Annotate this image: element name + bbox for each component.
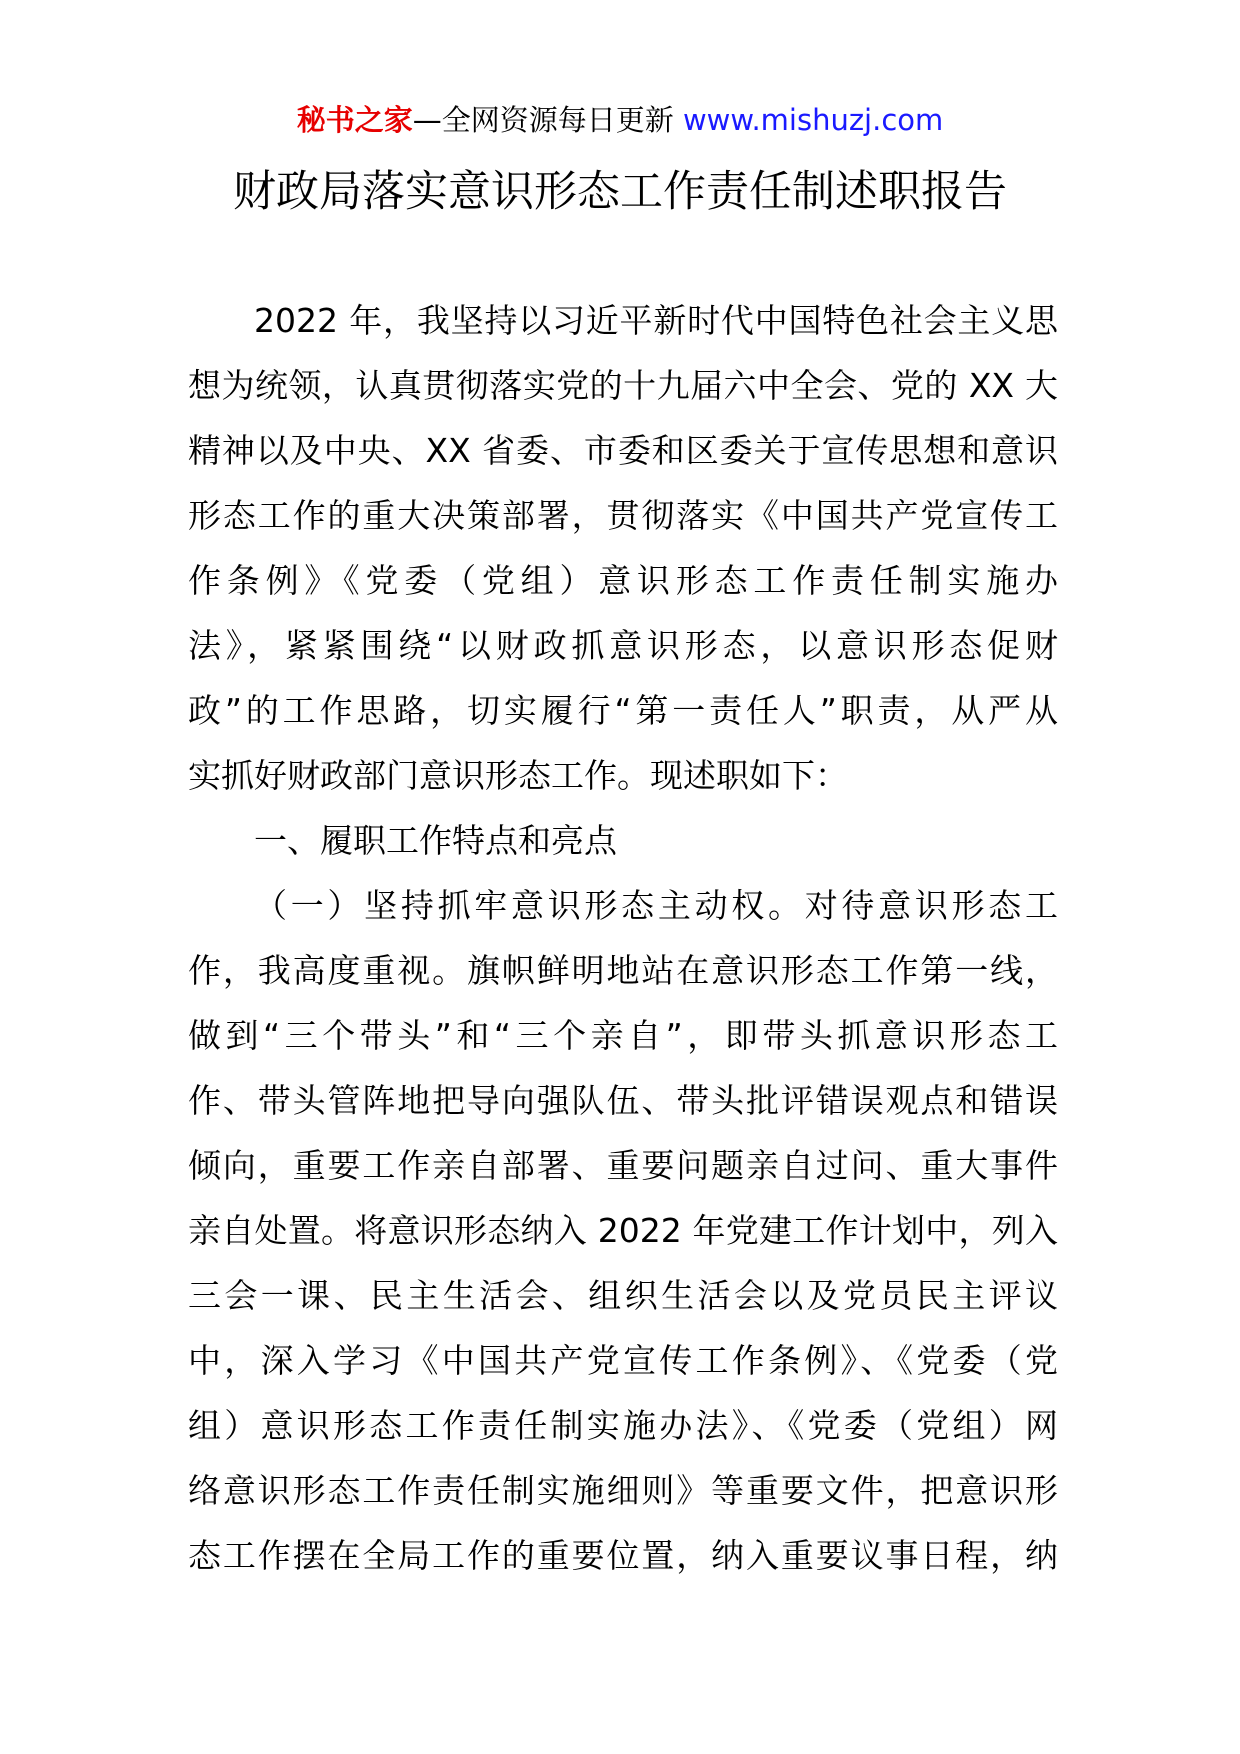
body-line: 作、带头管阵地把导向强队伍、带头批评错误观点和错误 [188, 1081, 1058, 1120]
site-brand: 秘书之家 [296, 103, 413, 137]
body-line: 组）意识形态工作责任制实施办法》、《党委（党组）网 [188, 1406, 1058, 1445]
body-line: 作条例》《党委（党组）意识形态工作责任制实施办 [188, 561, 1058, 600]
body-line: 中，深入学习《中国共产党宣传工作条例》、《党委（党 [188, 1341, 1058, 1380]
body-line: 形态工作的重大决策部署，贯彻落实《中国共产党宣传工 [188, 496, 1058, 535]
body-line: 作，我高度重视。旗帜鲜明地站在意识形态工作第一线， [188, 951, 1058, 990]
body-line: 法》，紧紧围绕“以财政抓意识形态，以意识形态促财 [188, 626, 1058, 665]
document-title: 财政局落实意识形态工作责任制述职报告 [233, 167, 1007, 217]
body-line: 三会一课、民主生活会、组织生活会以及党员民主评议 [188, 1276, 1058, 1315]
body-line: （一）坚持抓牢意识形态主动权。对待意识形态工 [254, 886, 1058, 925]
body-line: 络意识形态工作责任制实施细则》等重要文件，把意识形 [188, 1471, 1058, 1510]
body-line: 倾向，重要工作亲自部署、重要问题亲自过问、重大事件 [188, 1146, 1058, 1185]
body-line: 2022 年，我坚持以习近平新时代中国特色社会主义思 [254, 301, 1058, 340]
document-body [188, 288, 1058, 1588]
body-line: 政”的工作思路，切实履行“第一责任人”职责，从严从 [188, 691, 1058, 730]
site-url-link[interactable]: www.mishuzj.com [682, 103, 944, 137]
body-line: 做到“三个带头”和“三个亲自”，即带头抓意识形态工 [188, 1016, 1058, 1055]
site-header [0, 100, 1240, 140]
body-line: 精神以及中央、XX 省委、市委和区委关于宣传思想和意识 [188, 431, 1058, 470]
body-line: 实抓好财政部门意识形态工作。现述职如下： [188, 756, 848, 795]
body-line: 态工作摆在全局工作的重要位置，纳入重要议事日程，纳 [188, 1536, 1058, 1575]
body-line: 想为统领，认真贯彻落实党的十九届六中全会、党的 XX 大 [188, 366, 1058, 405]
section-heading: 一、履职工作特点和亮点 [254, 821, 617, 860]
site-slogan: —全网资源每日更新 [412, 103, 683, 137]
body-line: 亲自处置。将意识形态纳入 2022 年党建工作计划中，列入 [188, 1211, 1058, 1250]
